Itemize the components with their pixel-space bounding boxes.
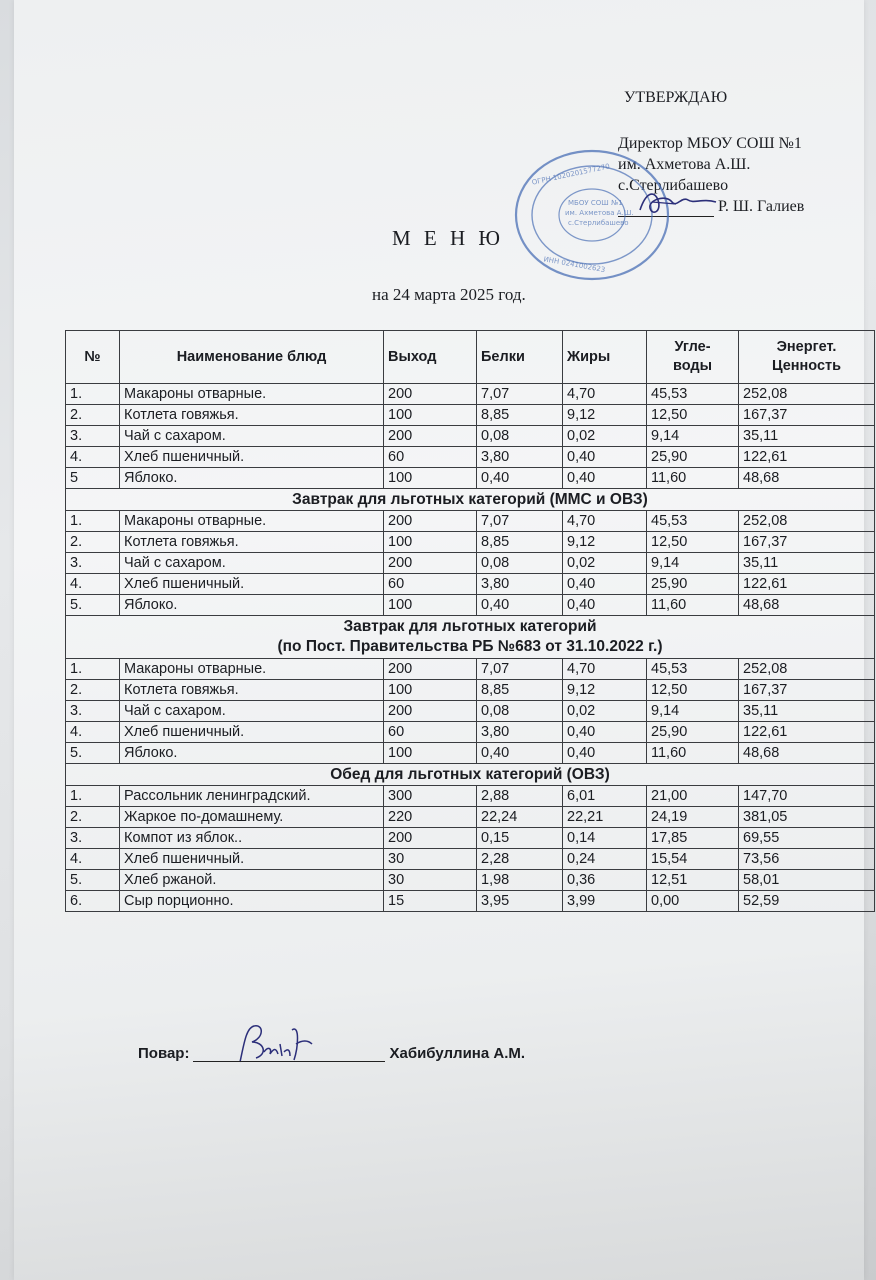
table-row: [66, 701, 875, 722]
cell-carbs: 25,90: [647, 722, 739, 743]
cell-number: 2.: [66, 807, 120, 828]
table-row: [66, 722, 875, 743]
cell-protein: 0,08: [477, 553, 563, 574]
header-energy: [739, 331, 875, 384]
cell-protein: 0,15: [477, 828, 563, 849]
cell-energy: 252,08: [739, 659, 875, 680]
cell-energy: 35,11: [739, 426, 875, 447]
approval-position: Директор МБОУ СОШ №1: [618, 135, 802, 152]
table-row: [66, 870, 875, 891]
cell-dish-name: Чай с сахаром.: [120, 701, 384, 722]
table-row: [66, 828, 875, 849]
cell-energy: 35,11: [739, 553, 875, 574]
cell-carbs: 12,51: [647, 870, 739, 891]
cell-number: 4.: [66, 849, 120, 870]
cell-energy: 58,01: [739, 870, 875, 891]
header-carbs: [647, 331, 739, 384]
cell-fat: 0,14: [563, 828, 647, 849]
cell-number: 4.: [66, 722, 120, 743]
cell-dish-name: Хлеб пшеничный.: [120, 447, 384, 468]
section-subtitle-text: (по Пост. Правительства РБ №683 от 31.10.2022 г.): [277, 638, 663, 655]
cell-carbs: 45,53: [647, 384, 739, 405]
document-page: [14, 0, 864, 1280]
cell-number: 1.: [66, 511, 120, 532]
cell-portion: 300: [384, 786, 477, 807]
cell-dish-name: Жаркое по-домашнему.: [120, 807, 384, 828]
cell-dish-name: Макароны отварные.: [120, 384, 384, 405]
table-row: [66, 849, 875, 870]
table-row: [66, 891, 875, 912]
cell-carbs: 11,60: [647, 595, 739, 616]
cell-carbs: 11,60: [647, 743, 739, 764]
cell-protein: 0,40: [477, 743, 563, 764]
table-row: [66, 680, 875, 701]
cell-fat: 9,12: [563, 680, 647, 701]
cell-energy: 35,11: [739, 701, 875, 722]
cell-dish-name: Сыр порционно.: [120, 891, 384, 912]
cook-name: Хабибуллина А.М.: [389, 1045, 526, 1062]
cell-carbs: 25,90: [647, 574, 739, 595]
cell-energy: 48,68: [739, 468, 875, 489]
header-energy-line-1: Энергет.: [776, 339, 837, 355]
section-header-row: [66, 764, 875, 786]
header-dish-name: Наименование блюд: [120, 331, 384, 384]
cell-portion: 100: [384, 532, 477, 553]
cell-energy: 122,61: [739, 574, 875, 595]
cell-protein: 22,24: [477, 807, 563, 828]
cell-portion: 200: [384, 553, 477, 574]
cell-carbs: 9,14: [647, 553, 739, 574]
cell-carbs: 45,53: [647, 511, 739, 532]
cell-number: 3.: [66, 828, 120, 849]
stamp-line-3: с.Стерлибашево: [568, 219, 629, 227]
cell-portion: 200: [384, 384, 477, 405]
stamp-line-4: ОГРН 1020201577270: [531, 162, 611, 187]
cell-fat: 22,21: [563, 807, 647, 828]
cell-fat: 4,70: [563, 659, 647, 680]
cook-label: Повар:: [138, 1045, 190, 1062]
cell-dish-name: Хлеб пшеничный.: [120, 722, 384, 743]
approval-village: с.Стерлибашево: [618, 177, 729, 194]
table-row: [66, 595, 875, 616]
cell-dish-name: Котлета говяжья.: [120, 405, 384, 426]
table-row: [66, 532, 875, 553]
cell-energy: 167,37: [739, 532, 875, 553]
section-title: [66, 616, 875, 659]
table-row: [66, 384, 875, 405]
table-row: [66, 405, 875, 426]
cell-number: 5: [66, 468, 120, 489]
table-row: [66, 743, 875, 764]
header-protein: Белки: [477, 331, 563, 384]
cell-protein: 7,07: [477, 511, 563, 532]
cell-protein: 3,95: [477, 891, 563, 912]
approval-school-name: им. Ахметова А.Ш.: [618, 156, 751, 173]
table-row: [66, 447, 875, 468]
cell-number: 2.: [66, 532, 120, 553]
cell-carbs: 9,14: [647, 426, 739, 447]
cell-number: 5.: [66, 743, 120, 764]
cook-line: [138, 1045, 525, 1062]
header-number: №: [66, 331, 120, 384]
cell-energy: 147,70: [739, 786, 875, 807]
cell-dish-name: Макароны отварные.: [120, 659, 384, 680]
table-header-row: [66, 331, 875, 384]
cell-carbs: 0,00: [647, 891, 739, 912]
cell-number: 1.: [66, 786, 120, 807]
cell-fat: 0,40: [563, 468, 647, 489]
menu-table: [65, 330, 875, 912]
stamp-line-5: ИНН 0241002623: [542, 255, 606, 275]
cell-protein: 3,80: [477, 447, 563, 468]
cell-dish-name: Котлета говяжья.: [120, 532, 384, 553]
cell-protein: 3,80: [477, 574, 563, 595]
section-title-text: Завтрак для льготных категорий: [343, 618, 597, 635]
cell-protein: 8,85: [477, 532, 563, 553]
cell-energy: 381,05: [739, 807, 875, 828]
cell-portion: 60: [384, 574, 477, 595]
cell-fat: 0,40: [563, 595, 647, 616]
cell-protein: 0,40: [477, 468, 563, 489]
cell-carbs: 17,85: [647, 828, 739, 849]
cell-number: 1.: [66, 659, 120, 680]
table-row: [66, 511, 875, 532]
cell-number: 2.: [66, 680, 120, 701]
cell-portion: 60: [384, 447, 477, 468]
cell-protein: 3,80: [477, 722, 563, 743]
menu-table-body: [66, 384, 875, 912]
stamp-line-2: им. Ахметова А.Ш.: [565, 209, 634, 217]
cell-fat: 0,02: [563, 553, 647, 574]
table-row: [66, 426, 875, 447]
cell-portion: 30: [384, 849, 477, 870]
table-row: [66, 553, 875, 574]
cell-carbs: 9,14: [647, 701, 739, 722]
table-row: [66, 807, 875, 828]
cell-protein: 0,08: [477, 701, 563, 722]
header-carbs-line-2: воды: [673, 358, 712, 374]
cell-dish-name: Хлеб пшеничный.: [120, 849, 384, 870]
cell-fat: 0,40: [563, 722, 647, 743]
cell-energy: 167,37: [739, 680, 875, 701]
cell-number: 1.: [66, 384, 120, 405]
cell-fat: 0,02: [563, 701, 647, 722]
header-fat: Жиры: [563, 331, 647, 384]
stamp-line-1: МБОУ СОШ №1: [568, 199, 623, 207]
table-row: [66, 786, 875, 807]
cell-portion: 100: [384, 468, 477, 489]
cell-fat: 0,40: [563, 447, 647, 468]
cell-number: 4.: [66, 447, 120, 468]
approval-heading: УТВЕРЖДАЮ: [624, 89, 728, 106]
section-header-row: [66, 616, 875, 659]
cell-portion: 60: [384, 722, 477, 743]
cell-protein: 2,88: [477, 786, 563, 807]
cell-number: 3.: [66, 701, 120, 722]
cell-dish-name: Чай с сахаром.: [120, 553, 384, 574]
cell-protein: 7,07: [477, 384, 563, 405]
cell-carbs: 24,19: [647, 807, 739, 828]
cell-carbs: 15,54: [647, 849, 739, 870]
cell-protein: 2,28: [477, 849, 563, 870]
cell-carbs: 12,50: [647, 532, 739, 553]
cell-number: 6.: [66, 891, 120, 912]
cell-dish-name: Яблоко.: [120, 743, 384, 764]
cell-portion: 200: [384, 426, 477, 447]
cell-number: 5.: [66, 595, 120, 616]
cell-dish-name: Котлета говяжья.: [120, 680, 384, 701]
cell-carbs: 12,50: [647, 680, 739, 701]
cell-energy: 73,56: [739, 849, 875, 870]
cell-number: 5.: [66, 870, 120, 891]
cell-portion: 200: [384, 659, 477, 680]
cell-energy: 48,68: [739, 743, 875, 764]
cell-number: 3.: [66, 553, 120, 574]
cell-energy: 69,55: [739, 828, 875, 849]
cell-dish-name: Яблоко.: [120, 468, 384, 489]
section-title-text: Завтрак для льготных категорий (ММС и ОВЗ): [292, 490, 648, 508]
cell-fat: 4,70: [563, 384, 647, 405]
approval-signer: Р. Ш. Галиев: [718, 198, 805, 215]
cell-portion: 100: [384, 680, 477, 701]
cell-protein: 8,85: [477, 405, 563, 426]
cook-signature-line: [193, 1047, 385, 1062]
cell-fat: 0,24: [563, 849, 647, 870]
cell-dish-name: Компот из яблок..: [120, 828, 384, 849]
cell-carbs: 45,53: [647, 659, 739, 680]
cell-energy: 52,59: [739, 891, 875, 912]
cell-fat: 4,70: [563, 511, 647, 532]
cell-fat: 0,40: [563, 574, 647, 595]
cell-carbs: 12,50: [647, 405, 739, 426]
cell-protein: 1,98: [477, 870, 563, 891]
cell-protein: 7,07: [477, 659, 563, 680]
cell-fat: 9,12: [563, 405, 647, 426]
cell-portion: 200: [384, 511, 477, 532]
cell-fat: 0,36: [563, 870, 647, 891]
header-carbs-line-1: Угле-: [674, 339, 711, 355]
cell-portion: 100: [384, 595, 477, 616]
cell-dish-name: Хлеб ржаной.: [120, 870, 384, 891]
cell-energy: 122,61: [739, 447, 875, 468]
cell-portion: 200: [384, 701, 477, 722]
cell-protein: 0,40: [477, 595, 563, 616]
cell-dish-name: Макароны отварные.: [120, 511, 384, 532]
cell-portion: 220: [384, 807, 477, 828]
table-row: [66, 574, 875, 595]
cell-portion: 15: [384, 891, 477, 912]
cell-dish-name: Яблоко.: [120, 595, 384, 616]
cell-fat: 3,99: [563, 891, 647, 912]
table-row: [66, 468, 875, 489]
cell-fat: 9,12: [563, 532, 647, 553]
cell-energy: 122,61: [739, 722, 875, 743]
header-portion: Выход: [384, 331, 477, 384]
cell-portion: 200: [384, 828, 477, 849]
cell-energy: 252,08: [739, 384, 875, 405]
director-signature: [632, 182, 722, 222]
cell-dish-name: Рассольник ленинградский.: [120, 786, 384, 807]
cell-carbs: 11,60: [647, 468, 739, 489]
menu-date: на 24 марта 2025 год.: [372, 285, 526, 304]
header-energy-line-2: Ценность: [771, 358, 842, 374]
cell-protein: 0,08: [477, 426, 563, 447]
section-title: [66, 489, 875, 511]
cell-portion: 100: [384, 743, 477, 764]
section-title-text: Обед для льготных категорий (ОВЗ): [330, 765, 610, 783]
cell-dish-name: Чай с сахаром.: [120, 426, 384, 447]
cell-fat: 6,01: [563, 786, 647, 807]
cell-fat: 0,02: [563, 426, 647, 447]
cell-carbs: 25,90: [647, 447, 739, 468]
cell-energy: 167,37: [739, 405, 875, 426]
cell-energy: 48,68: [739, 595, 875, 616]
cell-number: 4.: [66, 574, 120, 595]
cell-energy: 252,08: [739, 511, 875, 532]
cell-portion: 30: [384, 870, 477, 891]
cell-protein: 8,85: [477, 680, 563, 701]
section-header-row: [66, 489, 875, 511]
cell-dish-name: Хлеб пшеничный.: [120, 574, 384, 595]
cell-portion: 100: [384, 405, 477, 426]
cell-fat: 0,40: [563, 743, 647, 764]
table-row: [66, 659, 875, 680]
cell-number: 2.: [66, 405, 120, 426]
cell-number: 3.: [66, 426, 120, 447]
page-title: М Е Н Ю: [392, 226, 504, 250]
section-title: [66, 764, 875, 786]
cell-carbs: 21,00: [647, 786, 739, 807]
